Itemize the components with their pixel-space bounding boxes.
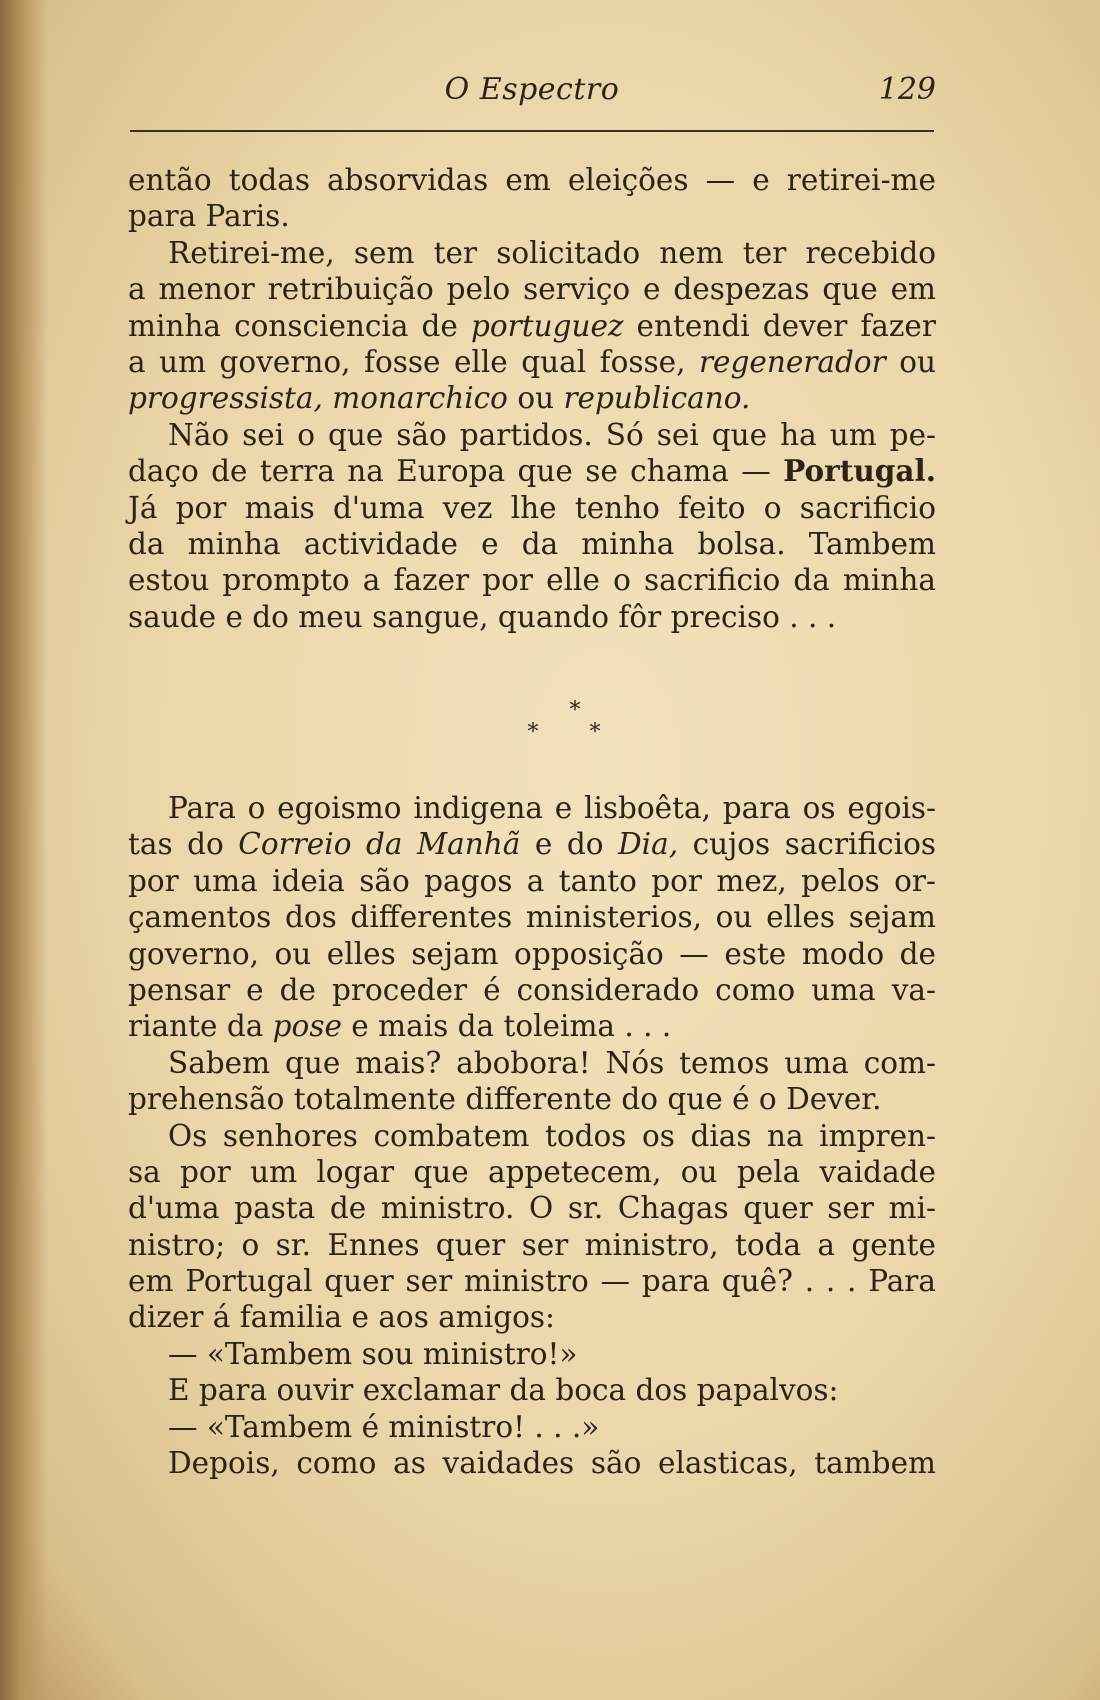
- paragraph-start-line: Os senhores combatem todos os dias na impren-: [168, 1118, 936, 1153]
- text-line: dizer á familia e aos amigos:: [128, 1300, 555, 1335]
- paragraph-start-line: Sabem que mais? abobora! Nós temos uma com-: [168, 1045, 936, 1080]
- text-block-1: [128, 162, 936, 635]
- section-break-asterism: [0, 700, 1100, 760]
- text-line: sa por um logar que appetecem, ou pela vaidade: [128, 1154, 936, 1189]
- text-line: progressista, monarchico ou republicano.: [128, 381, 751, 416]
- paragraph-start-line: Não sei o que são partidos. Só sei que ha um pe-: [168, 417, 936, 452]
- text-line: pensar e de proceder é considerado como uma va-: [128, 972, 936, 1007]
- text-line: saude e do meu sangue, quando fôr preciso . . .: [128, 599, 837, 634]
- asterism-bottom: * *: [527, 720, 623, 745]
- paragraph-start-line: E para ouvir exclamar da boca dos papalvos:: [168, 1373, 839, 1408]
- text-line: tas do Correio da Manhã e do Dia, cujos sacrificios: [128, 827, 937, 862]
- text-line: por uma ideia são pagos a tanto por mez, pelos or-: [128, 863, 936, 898]
- text-line: nistro; o sr. Ennes quer ser ministro, toda a gente: [128, 1227, 936, 1262]
- text-line: minha consciencia de portuguez entendi dever fazer: [128, 308, 936, 343]
- text-line: governo, ou elles sejam opposição — este modo de: [128, 936, 936, 971]
- text-block-2: [128, 790, 936, 1481]
- text-line: riante da pose e mais da toleima . . .: [128, 1009, 672, 1044]
- text-line: em Portugal quer ser ministro — para quê? . . . Para: [128, 1264, 936, 1299]
- paragraph-start-line: Para o egoismo indigena e lisboêta, para os egois-: [168, 791, 936, 825]
- text-line: a um governo, fosse elle qual fosse, regenerador ou: [128, 344, 937, 379]
- running-title: O Espectro: [444, 72, 620, 107]
- text-line: para Paris.: [128, 199, 290, 234]
- dialogue-line: — «Tambem é ministro! . . .»: [168, 1409, 600, 1444]
- text-line: então todas absorvidas em eleições — e retirei-me: [128, 163, 936, 197]
- asterism-top: *: [569, 698, 581, 723]
- page-edge-shadow: [0, 0, 48, 1700]
- text-line: estou prompto a fazer por elle o sacrificio da minha: [128, 563, 936, 598]
- text-line: Já por mais d'uma vez lhe tenho feito o sacrificio: [128, 490, 936, 525]
- text-line: d'uma pasta de ministro. O sr. Chagas quer ser mi-: [128, 1191, 936, 1226]
- text-line: daço de terra na Europa que se chama — Portugal.: [128, 453, 936, 489]
- header-rule: [130, 130, 934, 132]
- page-number: 129: [878, 72, 936, 107]
- text-line: çamentos dos differentes ministerios, ou elles sejam: [128, 900, 936, 935]
- text-line: da minha actividade e da minha bolsa. Tambem: [128, 526, 936, 561]
- dialogue-line: — «Tambem sou ministro!»: [168, 1336, 578, 1371]
- text-line: a menor retribuição pelo serviço e despezas que em: [128, 272, 936, 307]
- text-line: prehensão totalmente differente do que é o Dever.: [128, 1082, 882, 1117]
- paragraph-start-line: Depois, como as vaidades são elasticas, tambem: [168, 1446, 936, 1481]
- paragraph-start-line: Retirei-me, sem ter solicitado nem ter recebido: [168, 235, 936, 270]
- running-header: [128, 72, 936, 112]
